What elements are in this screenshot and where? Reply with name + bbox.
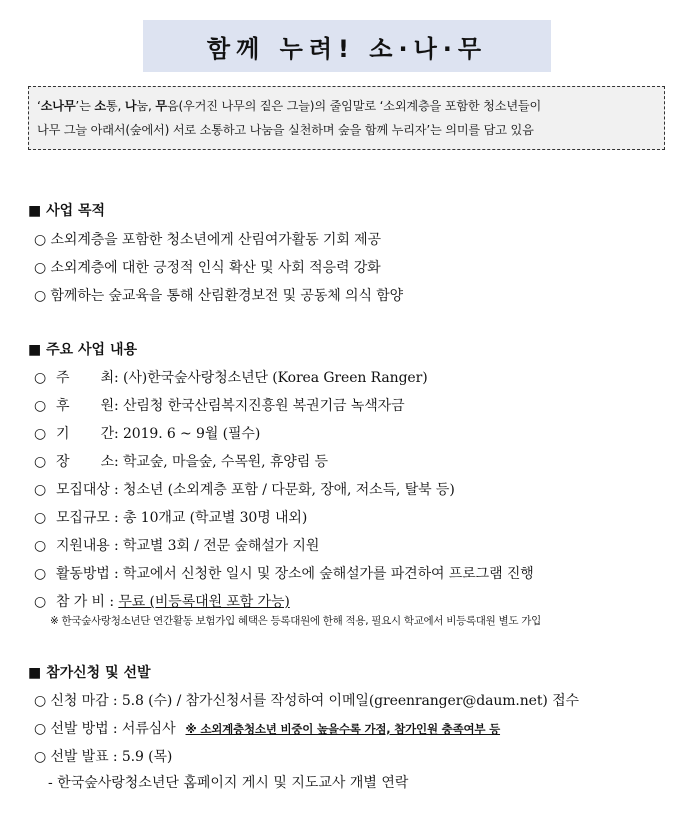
circle-bullet: ○ [34,454,47,470]
intro-text: 눔, [136,99,156,113]
row-label: 기 [56,426,70,442]
row-label: 참 가 비 [56,594,105,610]
content-row-host [34,367,428,387]
intro-line-1 [37,94,656,118]
intro-bold-term: 소나무 [40,99,76,113]
section-heading-content: ■ 주요 사업 내용 [28,342,137,358]
row-value: : 학교숲, 마을숲, 수목원, 휴양림 등 [114,454,328,470]
content-row-place [34,451,328,471]
content-row-scale [34,507,307,527]
row-value: : (사)한국숲사랑청소년단 (Korea Green Ranger) [114,370,428,386]
apply-row-method [34,718,500,738]
circle-bullet: ○ [34,538,47,554]
section-heading-apply: ■ 참가신청 및 선발 [28,665,151,681]
row-label: 모집대상 [56,482,110,498]
circle-bullet: ○ [34,426,47,442]
row-label: 모집규모 [56,510,110,526]
row-label: 주 [56,370,70,386]
row-text: ○ 선발 방법 : 서류심사 [34,721,176,737]
insurance-note: ※ 한국숲사랑청소년단 연간활동 보험가입 혜택은 등록대원에 한해 적용, 필요시 학교에서 비등록대원 별도 가입 [50,615,541,627]
page-title: 함께 누려! 소·나·무 [206,34,488,63]
content-row-target [34,479,455,499]
row-label: 장 [56,454,70,470]
row-label: 후 [56,398,70,414]
content-row-support [34,535,319,555]
row-label: 소 [100,454,114,470]
intro-text: 음(우거진 나무의 짙은 그늘)의 줄임말로 ‘소외계층을 포함한 청소년들이 [166,99,542,113]
intro-text: ‘ [37,99,41,113]
row-colon: : [104,594,119,610]
apply-row-notice: - 한국숲사랑청소년단 홈페이지 게시 및 지도교사 개별 연락 [48,775,409,791]
apply-row-deadline: ○ 신청 마감 : 5.8 (수) / 참가신청서를 작성하여 이메일(greenranger@daum.net) 접수 [34,693,579,709]
row-label: 간 [100,426,114,442]
intro-text: ’는 [75,99,95,113]
circle-bullet: ○ [34,566,47,582]
circle-bullet: ○ [34,510,47,526]
row-value: : 학교에서 신청한 일시 및 장소에 숲해설가를 파견하여 프로그램 진행 [109,566,534,582]
selection-note: ※ 소외계층청소년 비중이 높을수록 가점, 참가인원 충족여부 등 [185,722,501,736]
fee-value: 무료 (비등록대원 포함 가능) [118,594,290,610]
purpose-item: ○ 소외계층에 대한 긍정적 인식 확산 및 사회 적응력 강화 [34,260,381,276]
title-banner [143,20,551,72]
row-value: : 학교별 3회 / 전문 숲해설가 지원 [109,538,320,554]
intro-line-2: 나무 그늘 아래서(숲에서) 서로 소통하고 나눔을 실천하며 숲을 함께 누리자’는 의미를 담고 있음 [37,123,534,137]
purpose-item: ○ 함께하는 숲교육을 통해 산림환경보전 및 공동체 의식 함양 [34,288,404,304]
purpose-item: ○ 소외계층을 포함한 청소년에게 산림여가활동 기회 제공 [34,232,381,248]
circle-bullet: ○ [34,398,47,414]
circle-bullet: ○ [34,482,47,498]
intro-bold-syllable: 나 [124,99,137,113]
section-heading-purpose: ■ 사업 목적 [28,203,106,219]
intro-bold-syllable: 무 [155,99,167,113]
row-value: : 2019. 6 ~ 9월 (필수) [114,426,261,442]
row-label: 원 [100,398,114,414]
intro-bold-syllable: 소 [94,99,106,113]
row-value: : 산림청 한국산림복지진흥원 복권기금 녹색자금 [114,398,405,414]
content-row-period [34,423,260,443]
content-row-fee [34,591,290,611]
circle-bullet: ○ [34,594,47,610]
row-label: 활동방법 [56,566,110,582]
row-value: : 청소년 (소외계층 포함 / 다문화, 장애, 저소득, 탈북 등) [109,482,455,498]
row-value: : 총 10개교 (학교별 30명 내외) [109,510,308,526]
apply-row-announce: ○ 선발 발표 : 5.9 (목) [34,749,173,765]
row-label: 최 [100,370,114,386]
content-row-method [34,563,534,583]
row-label: 지원내용 [56,538,110,554]
content-row-sponsor [34,395,405,415]
circle-bullet: ○ [34,370,47,386]
intro-box [28,86,665,150]
intro-text: 통, [105,99,125,113]
